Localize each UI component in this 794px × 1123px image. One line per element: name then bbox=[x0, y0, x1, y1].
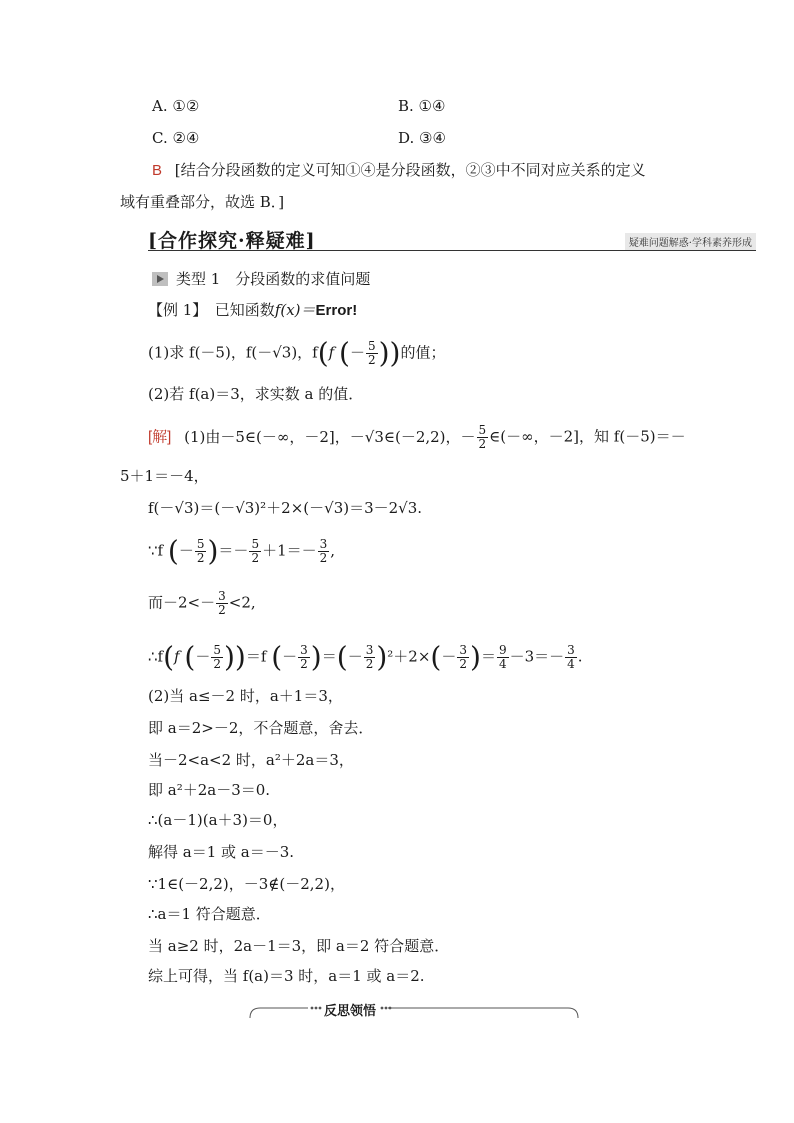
reflection-banner bbox=[248, 1000, 580, 1020]
example-head: 【例 1】 已知函数f(x)＝Error! bbox=[148, 301, 358, 319]
answer-line-2: 域有重叠部分，故选 B．] bbox=[120, 193, 285, 211]
type-label-text: 类型 1 分段函数的求值问题 bbox=[176, 270, 371, 288]
option-c: C. ②④ bbox=[152, 129, 200, 147]
option-a: A. ①② bbox=[152, 97, 200, 115]
solution-line-2: 5＋1＝－4， bbox=[120, 467, 209, 485]
part2-line-7: ∵1∈(－2,2)，－3∉(－2,2)， bbox=[148, 875, 345, 893]
type-label bbox=[152, 268, 370, 289]
part2-line-6: 解得 a＝1 或 a＝－3. bbox=[148, 843, 295, 861]
solution-line-6: ∴f(f (－ $\frac{5}{2}$ ))＝f (－ $\frac{3}{2}$ )＝(－ $\frac{3}{2}$ )²＋2×(－ $\frac{3}{2}$ )＝ $\frac{9}{4}$ －3＝－ $\frac{3}{4}$ . bbox=[148, 640, 583, 674]
part2-line-8: ∴a＝1 符合题意． bbox=[148, 905, 271, 923]
error-text: Error! bbox=[315, 302, 358, 319]
solution-line-1: [解] (1)由－5∈(－∞，－2]，－√3∈(－2,2)，－ $\frac{5}{2}$ ∈(－∞，－2]，知 f(－5)＝－ bbox=[148, 423, 686, 451]
solution-line-5: 而－2<－ $\frac{3}{2}$ <2, bbox=[148, 589, 256, 617]
solution-line-3: f(－√3)＝(－√3)²＋2×(－√3)＝3－2√3. bbox=[148, 499, 423, 517]
reflection-label: 反思领悟 bbox=[324, 1003, 377, 1018]
dotted-bracket-icon bbox=[248, 1000, 580, 1020]
header-title: [合作探究·释疑难] bbox=[148, 230, 316, 252]
part2-line-2: 即 a＝2>－2，不合题意，舍去． bbox=[148, 719, 374, 737]
answer-letter: B bbox=[152, 162, 163, 179]
fraction-5-2: $\frac{5}{2}$ bbox=[367, 339, 376, 367]
solution-tag: [解] bbox=[148, 428, 172, 446]
header-tag: 疑难问题解惑·学科素养形成 bbox=[625, 233, 756, 250]
solution-line-4: ∵f (－ $\frac{5}{2}$ )＝－ $\frac{5}{2}$ ＋1＝－ $\frac{3}{2}$ , bbox=[148, 534, 336, 568]
part2-line-1: (2)当 a≤－2 时，a＋1＝3， bbox=[148, 687, 343, 705]
option-d: D. ③④ bbox=[398, 129, 446, 147]
section-header bbox=[148, 226, 756, 251]
answer-line-1 bbox=[152, 160, 646, 181]
option-b: B. ①④ bbox=[398, 97, 446, 115]
part2-line-9: 当 a≥2 时，2a－1＝3，即 a＝2 符合题意． bbox=[148, 937, 450, 955]
answer-text-1: [结合分段函数的定义可知①④是分段函数，②③中不同对应关系的定义 bbox=[174, 161, 646, 179]
part2-line-3: 当－2<a<2 时，a²＋2a＝3， bbox=[148, 751, 354, 769]
question-2: (2)若 f(a)＝3，求实数 a 的值． bbox=[148, 385, 364, 403]
question-1: (1)求 f(－5)，f(－√3)，f(f (－ $\frac{5}{2}$ ))的值； bbox=[148, 336, 446, 370]
part2-line-4: 即 a²＋2a－3＝0. bbox=[148, 781, 271, 799]
part2-line-5: ∴(a－1)(a＋3)＝0， bbox=[148, 811, 288, 829]
part2-line-10: 综上可得，当 f(a)＝3 时，a＝1 或 a＝2. bbox=[148, 967, 425, 985]
play-triangle-icon bbox=[152, 272, 168, 286]
